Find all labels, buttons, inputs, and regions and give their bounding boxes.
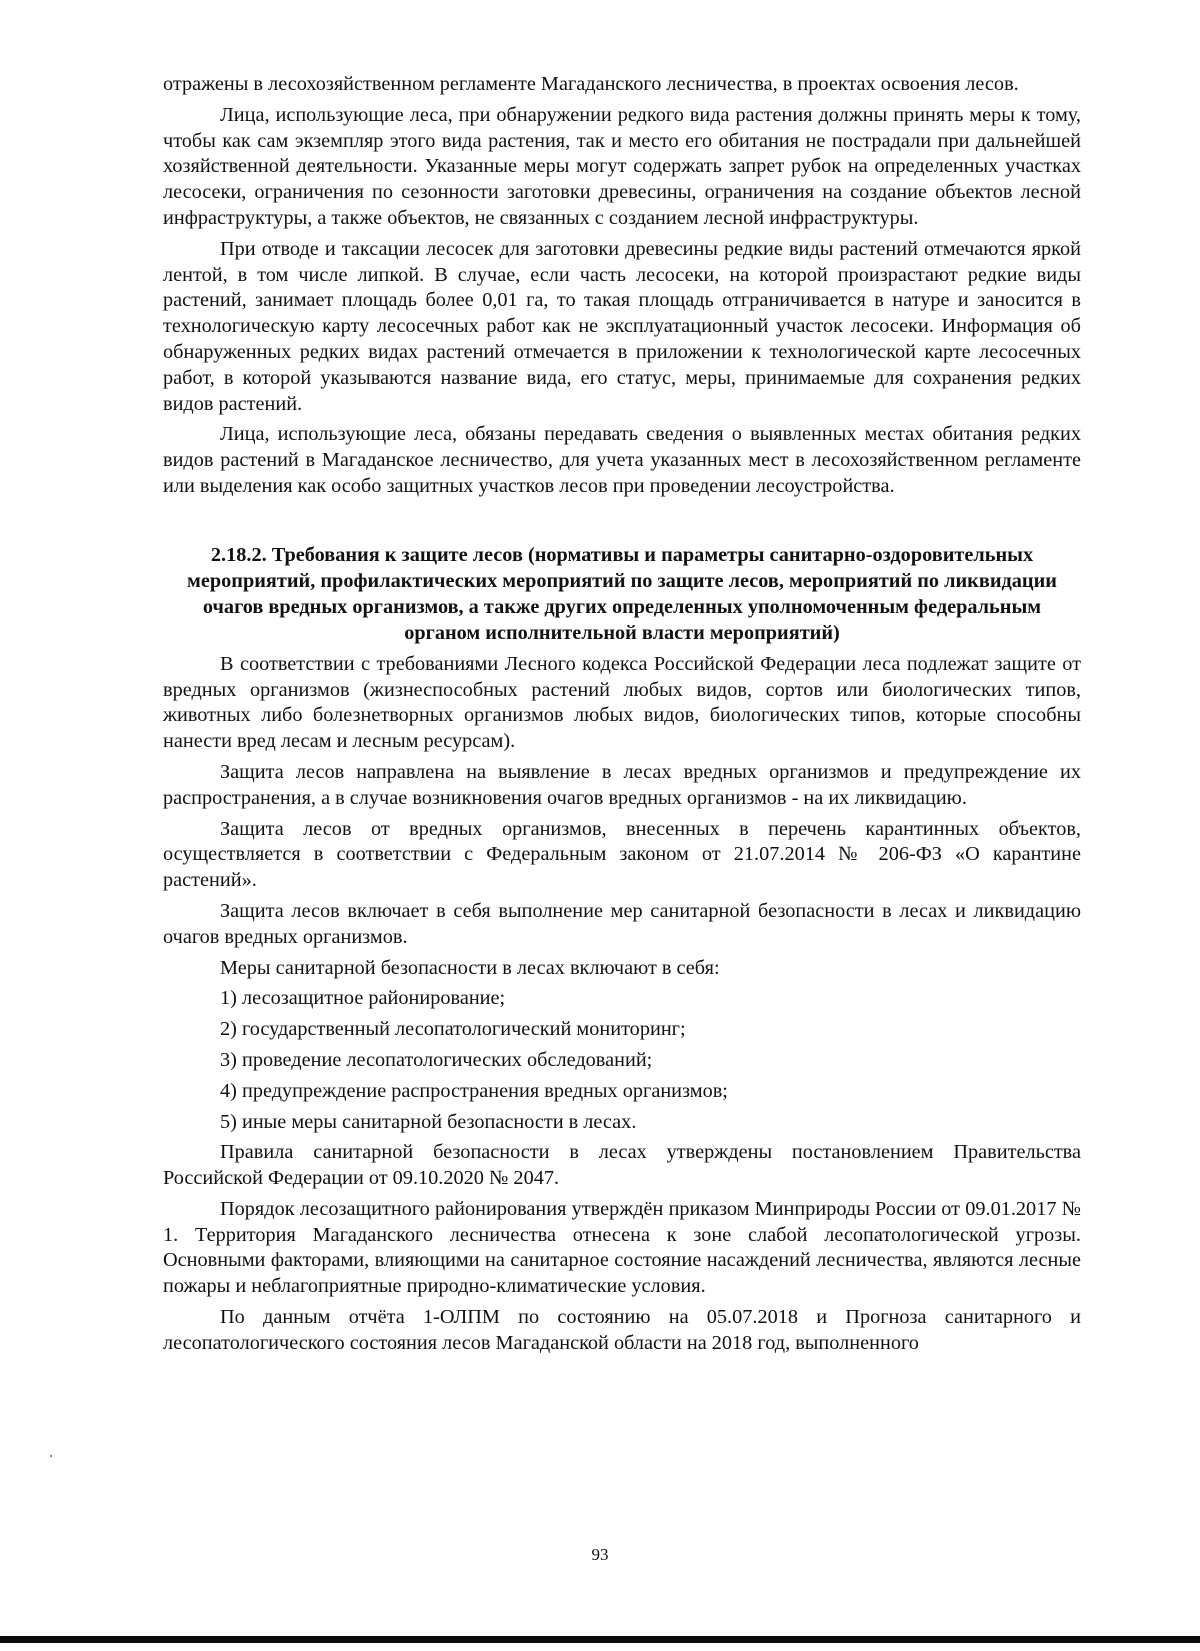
- paragraph-forest-code: В соответствии с требованиями Лесного кодекса Российской Федерации леса подлежат защите от вредных организмов (жизнеспособных растений любых видов, сортов или биологических типов, животных либо болезнетворных организмов любых видов, биологических типов, которые способны нанести вред лесам и лесным ресурсам).: [163, 652, 1081, 753]
- bottom-border-line: [0, 1636, 1200, 1643]
- section-heading: 2.18.2. Требования к защите лесов (нормативы и параметры санитарно-оздоровительных мероприятий, профилактических мероприятий по защите лесов, мероприятий по ликвидации очагов вредных организмов, а также других определенных уполномоченным федеральным органом исполнительной власти мероприятий): [187, 543, 1057, 644]
- paragraph-sanitary-rules: Правила санитарной безопасности в лесах утверждены постановлением Правительства Российской Федерации от 09.10.2020 № 2047.: [163, 1141, 1081, 1190]
- list-item: 5) иные меры санитарной безопасности в лесах.: [220, 1110, 637, 1133]
- list-item: 2) государственный лесопатологический мониторинг;: [220, 1018, 686, 1041]
- paragraph-cutting-area-marking: При отводе и таксации лесосек для заготовки древесины редкие виды растений отмечаются яркой лентой, в том числе липкой. В случае, если часть лесосеки, на которой произрастают редкие виды растений, занимает площадь более 0,01 га, то такая площадь отграничивается в натуре и заносится в технологическую карту лесосечных работ как не эксплуатационный участок лесосеки. Информация об обнаруженных редких видах растений отмечается в приложении к технологической карте лесосечных работ, в которой указываются название вида, его статус, меры, принимаемые для сохранения редких видов растений.: [163, 237, 1081, 415]
- paragraph-quarantine: Защита лесов от вредных организмов, внесенных в перечень карантинных объектов, осуществляется в соответствии с Федеральным законом от 21.07.2014 № 206-ФЗ «О карантине растений».: [163, 817, 1081, 892]
- paragraph-continuation: отражены в лесохозяйственном регламенте Магаданского лесничества, в проектах освоения лесов.: [163, 73, 1019, 95]
- list-item: 1) лесозащитное районирование;: [220, 987, 506, 1010]
- paragraph-sanitary-measures-intro: Меры санитарной безопасности в лесах включают в себя:: [220, 956, 720, 979]
- paragraph-rare-plants-measures: Лица, использующие леса, при обнаружении редкого вида растения должны принять меры к тому, чтобы как сам экземпляр этого вида растения, так и место его обитания не пострадали при дальнейшей хозяйственной деятельности. Указанные меры могут содержать запрет рубок на определенных участках лесосеки, ограничения по сезонности заготовки древесины, ограничения на создание объектов лесной инфраструктуры, а также объектов, не связанных с созданием лесной инфраструктуры.: [163, 103, 1081, 229]
- list-item: 4) предупреждение распространения вредных организмов;: [220, 1079, 728, 1102]
- list-item: 3) проведение лесопатологических обследований;: [220, 1048, 653, 1071]
- paragraph-protection-includes: Защита лесов включает в себя выполнение мер санитарной безопасности в лесах и ликвидацию очагов вредных организмов.: [163, 899, 1081, 948]
- page-number: 93: [591, 1545, 609, 1564]
- sanitary-measures-list: [163, 986, 1081, 1135]
- scan-artifact: [50, 1455, 52, 1457]
- document-body: [163, 72, 1081, 1357]
- paragraph-zoning-order: Порядок лесозащитного районирования утверждён приказом Минприроды России от 09.01.2017 № 1. Территория Магаданского лесничества отнесена к зоне слабой лесопатологической угрозы. Основными факторами, влияющими на санитарное состояние насаждений лесничества, являются лесные пожары и неблагоприятные природно-климатические условия.: [163, 1197, 1081, 1298]
- paragraph-reporting-obligation: Лица, использующие леса, обязаны передавать сведения о выявленных местах обитания редких видов растений в Магаданское лесничество, для учета указанных мест в лесохозяйственном регламенте или выделения как особо защитных участков лесов при проведении лесоустройства.: [163, 423, 1081, 497]
- paragraph-report-data: По данным отчёта 1-ОЛПМ по состоянию на 05.07.2018 и Прогноза санитарного и лесопатологического состояния лесов Магаданской области на 2018 год, выполненного: [163, 1306, 1081, 1354]
- paragraph-protection-aim: Защита лесов направлена на выявление в лесах вредных организмов и предупреждение их распространения, а в случае возникновения очагов вредных организмов - на их ликвидацию.: [163, 760, 1081, 809]
